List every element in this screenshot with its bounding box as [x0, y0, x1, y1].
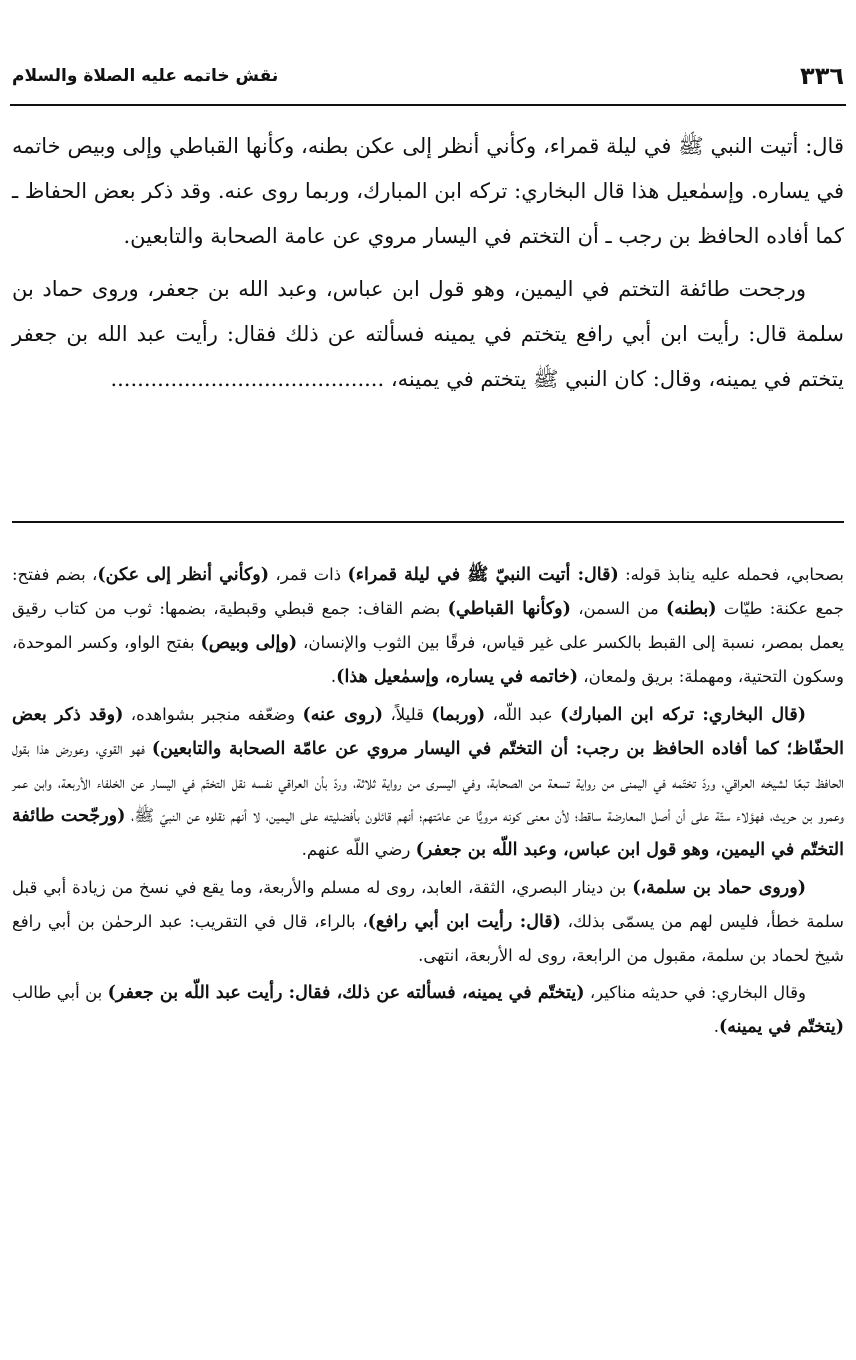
commentary-text: ذات قمر، — [269, 565, 348, 584]
commentary-text: بفتح الواو، وكسر الموحدة، وسكون التحتية، ومهملة: بريق ولمعان، — [12, 633, 844, 686]
page-header — [12, 56, 844, 96]
quoted-text: (خاتمه في يساره، وإسمٰعيل هذا) — [336, 667, 579, 687]
quoted-text: (وربما) — [431, 705, 486, 725]
commentary-text: ، بضم ففتح: جمع عكنة: طيّات — [12, 565, 844, 618]
commentary-divider — [12, 521, 844, 523]
quoted-text: (بطنه) — [666, 599, 717, 619]
main-paragraph-text: ورجحت طائفة التختم في اليمين، وهو قول ابن عباس، وعبد الله بن جعفر، وروى حماد بن سلمة قال: رأيت ابن أبي رافع يتختم في يمينه فسألته عن ذلك فقال: رأيت عبد الله بن جعفر يتختم في يمينه، وقال: كان النبي ﷺ يتختم في يمينه، — [12, 277, 844, 391]
commentary-text: قليلاً، — [383, 705, 432, 724]
commentary-text: بضم القاف: جمع قبطي وقبطية، بضمها: ثوب من كتاب رقيق يعمل بمصر، نسبة إلى القبط بالكسر على غير قياس، فرقًا بين الثوب والإنسان، — [12, 599, 844, 652]
header-divider — [10, 104, 846, 106]
commentary-paragraph — [12, 976, 844, 1044]
commentary-text: . — [713, 1017, 719, 1036]
commentary-text: وقال البخاري: في حديثه مناكير، — [584, 983, 806, 1002]
quoted-text: (ورجّحت طائفة التختّم في اليمين، وهو قول ابن عباس، وعبد اللّه بن جعفر) — [12, 806, 844, 860]
quoted-text: (يتختّم في يمينه) — [718, 1017, 844, 1037]
commentary-paragraph — [12, 558, 844, 694]
quoted-text: (وكأنها القباطي) — [447, 599, 571, 619]
commentary-paragraph — [12, 698, 844, 867]
quoted-text: (قال: رأيت ابن أبي رافع) — [367, 912, 561, 932]
commentary — [12, 558, 844, 1044]
running-title: نقش خاتمه عليه الصلاة والسلام — [12, 66, 279, 86]
quoted-text: (وروى حماد بن سلمة،) — [632, 878, 806, 898]
main-text — [12, 124, 844, 402]
quoted-text: (وإلى وبيص) — [200, 633, 298, 653]
quoted-text: (قال البخاري: تركه ابن المبارك) — [560, 705, 807, 725]
commentary-text: رضي اللّه عنهم. — [301, 840, 416, 859]
commentary-text: فهو القوي، وعورض هذا بقول الحافظ تبعًا لشيخه العراقي، وردّ تختّمه في اليمنى من رواية تسعة من الصحابة، وفي اليسرى من رواية ثلاثة، وردّ بأن العراقي نفسه نقل التختّم في اليسار عن الخلفاء الأربعة، وابن عمر وعمرو بن حريث، فهؤلاء ستّة على أن أصل المعارضة ساقط؛ لأن معنى كونه مرويًّا عن عامّتهم؛ أنهم قائلون بأفضليته على اليمين، لا أنهم نقلوه عن النبيّ ﷺ، — [12, 739, 844, 825]
commentary-text: بن دينار البصري، الثقة، العابد، روى له مسلم والأربعة، وما يقع في نسخ من زيادة أبي قبل سلمة خطأ، فليس لهم من يسمّى بذلك، — [12, 878, 844, 931]
commentary-paragraph — [12, 871, 844, 972]
commentary-text: عبد اللّه، — [485, 705, 561, 724]
commentary-text: ، بالراء، قال في التقريب: عبد الرحمٰن بن أبي رافع شيخ لحماد بن سلمة، مقبول من الرابعة، روى له الأربعة، انتهى. — [12, 912, 844, 965]
quoted-text: (قال: أتيت النبيّ ﷺ في ليلة قمراء) — [347, 565, 619, 585]
commentary-text: من السمن، — [570, 599, 667, 618]
commentary-text: بن أبي طالب — [12, 983, 108, 1002]
main-paragraph — [12, 267, 844, 402]
commentary-text: . — [330, 667, 337, 686]
main-paragraph: قال: أتيت النبي ﷺ في ليلة قمراء، وكأني أنظر إلى عكن بطنه، وكأنها القباطي وإلى وبيص خاتمه في يساره. وإسمٰعيل هذا قال البخاري: تركه ابن المبارك، وربما روى عنه. وقد ذكر بعض الحفاظ ـ كما أفاده الحافظ بن رجب ـ أن التختم في اليسار مروي عن عامة الصحابة والتابعين. — [12, 134, 844, 248]
page-number: ٣٣٦ — [800, 62, 844, 90]
ellipsis: ......................................... — [110, 367, 385, 391]
commentary-text: وضعّفه منجبر بشواهده، — [123, 705, 303, 724]
quoted-text: (وكأني أنظر إلى عكن) — [97, 565, 270, 585]
quoted-text: (يتختّم في يمينه، فسألته عن ذلك، فقال: رأيت عبد اللّه بن جعفر) — [107, 983, 585, 1003]
commentary-text: بصحابي، فحمله عليه ينابذ قوله: — [618, 565, 844, 584]
quoted-text: (روى عنه) — [302, 705, 384, 725]
quoted-text: (وقد ذكر بعض الحفّاظ؛ كما أفاده الحافظ بن رجب: أن التختّم في اليسار مروي عن عامّة الصحابة والتابعين) — [12, 705, 845, 759]
